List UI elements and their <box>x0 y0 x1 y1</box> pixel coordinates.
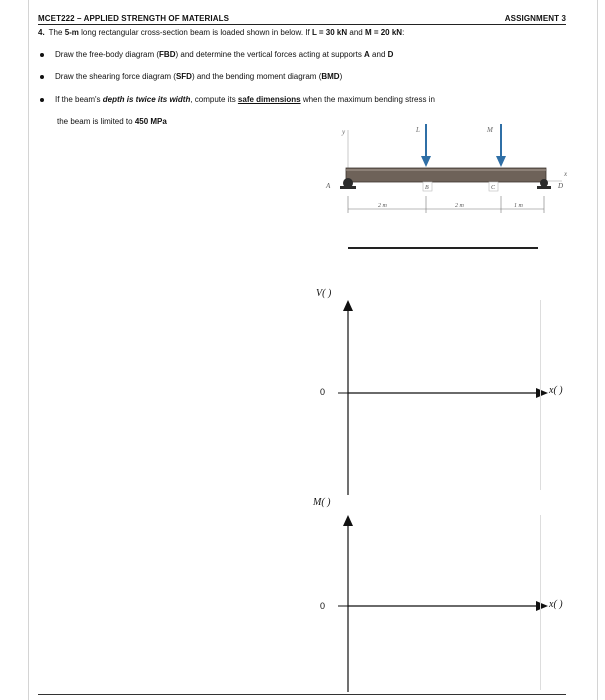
support-A-base <box>340 186 356 189</box>
page-bottom-rule <box>38 694 566 695</box>
support-D <box>540 179 548 187</box>
beam-figure <box>320 118 580 223</box>
moment-axes <box>330 508 555 693</box>
page-header <box>38 14 566 28</box>
point-B-label: B <box>425 185 429 191</box>
b2-bmd: BMD <box>321 72 340 81</box>
bullet-sfd-bmd <box>40 72 342 81</box>
b3-italic: depth is twice its width <box>102 95 191 104</box>
assignment-title: ASSIGNMENT 3 <box>504 14 566 23</box>
point-C-label: C <box>491 185 496 191</box>
dim-CD-label: 1 m <box>514 203 523 209</box>
bullet-fbd <box>40 50 393 59</box>
q-M-value: M = 20 kN <box>364 28 403 37</box>
q-L-value: L = 30 kN <box>311 28 348 37</box>
moment-right-guide <box>540 515 541 690</box>
b3-mid: , compute its <box>190 95 238 104</box>
y-axis-label: y <box>342 128 346 136</box>
bullet-dot <box>40 98 44 102</box>
b1-mid: ) and determine the vertical forces acting at supports <box>175 50 365 59</box>
question-statement <box>38 28 404 37</box>
moment-x-label: x( ) <box>549 599 563 610</box>
q-text-mid: long rectangular cross-section beam is loaded shown in below. If <box>78 28 312 37</box>
point-A-label: A <box>326 182 331 190</box>
figure-separator <box>348 247 538 249</box>
dim-BC-label: 2 m <box>455 203 464 209</box>
shear-y-label: V( ) <box>316 288 332 299</box>
bullet-dot <box>40 53 44 57</box>
shear-x-label: x( ) <box>549 385 563 396</box>
q-colon: : <box>402 28 405 37</box>
q-and: and <box>347 28 365 37</box>
load-M-label: M <box>487 126 493 134</box>
bullet-continuation <box>57 117 167 126</box>
q-length: 5-m <box>64 28 79 37</box>
b1-fbd: FBD <box>159 50 176 59</box>
b2-pre: Draw the shearing force diagram ( <box>55 72 176 81</box>
b3-pre: If the beam's <box>55 95 103 104</box>
moment-y-label: M( ) <box>313 497 331 508</box>
course-title: MCET222 – APPLIED STRENGTH OF MATERIALS <box>38 14 230 23</box>
x-axis-label: x <box>564 170 568 178</box>
question-number: 4. <box>38 28 45 37</box>
b2-end: ) <box>339 72 343 81</box>
b1-D: D <box>387 50 394 59</box>
b3-cont-pre: the beam is limited to <box>57 117 135 126</box>
shear-zero-label: 0 <box>320 387 326 397</box>
point-D-label: D <box>558 182 564 190</box>
shear-right-guide <box>540 300 541 490</box>
b1-A: A <box>364 50 370 59</box>
load-M-arrowhead <box>496 156 506 167</box>
b1-pre: Draw the free-body diagram ( <box>55 50 160 59</box>
header-divider <box>38 24 566 25</box>
b2-sfd: SFD <box>175 72 192 81</box>
moment-zero-label: 0 <box>320 601 326 611</box>
b1-and: and <box>369 50 388 59</box>
page-right-border <box>597 0 598 700</box>
shear-vertical-arrowhead <box>343 300 353 311</box>
load-L-label: L <box>416 126 420 134</box>
q-text-pre: The <box>48 28 65 37</box>
bullet-dot <box>40 75 44 79</box>
bullet-safe-dimensions <box>40 95 435 104</box>
moment-vertical-arrowhead <box>343 515 353 526</box>
load-L-arrowhead <box>421 156 431 167</box>
b2-mid: ) and the bending moment diagram ( <box>191 72 322 81</box>
b3-underline: safe dimensions <box>237 95 301 104</box>
b3-cont-bold: 450 MPa <box>134 117 167 126</box>
shear-axes <box>330 295 555 500</box>
page-left-border <box>28 0 29 700</box>
moment-horizontal-arrowhead <box>536 601 548 611</box>
shear-horizontal-arrowhead <box>536 388 548 398</box>
support-D-base <box>537 186 551 189</box>
dim-AB-label: 2 m <box>378 203 387 209</box>
b3-end: when the maximum bending stress in <box>300 95 435 104</box>
